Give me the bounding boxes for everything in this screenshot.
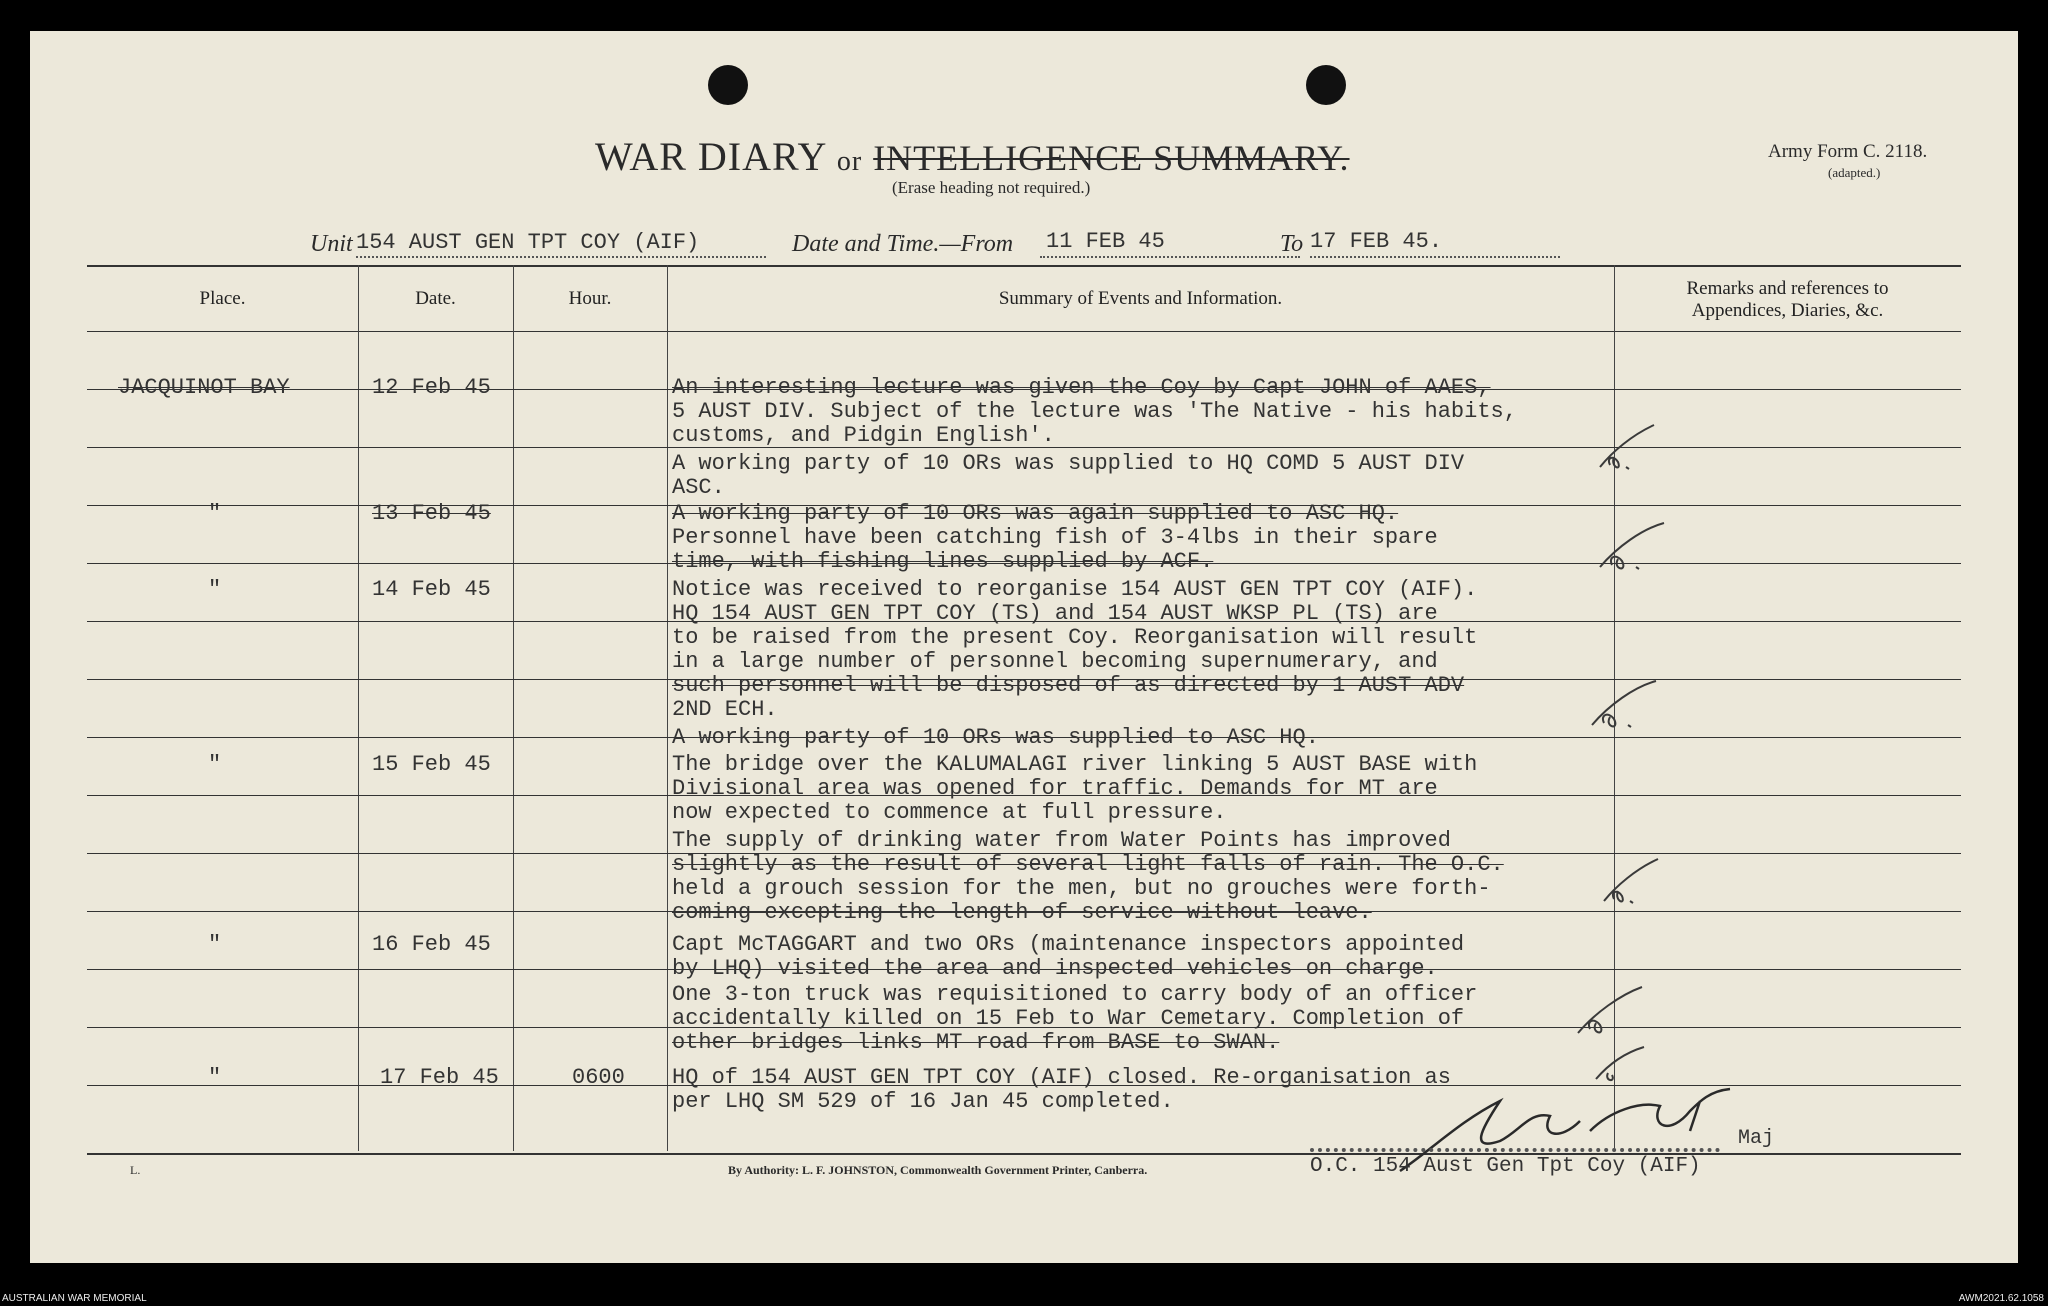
- col-divider-date: [513, 265, 514, 1151]
- to-dots: [1310, 256, 1560, 258]
- header-bottom-rule: [87, 331, 1961, 332]
- summary-line: such personnel will be disposed of as directed by 1 AUST ADV: [672, 673, 1465, 698]
- summary-line: Personnel have been catching fish of 3-4lbs in their spare: [672, 525, 1438, 550]
- to-label: To: [1280, 231, 1304, 257]
- summary-line: A working party of 10 ORs was supplied to ASC HQ.: [672, 725, 1319, 750]
- col-divider-place: [358, 265, 359, 1151]
- summary-line: Divisional area was opened for traffic. Demands for MT are: [672, 776, 1438, 801]
- entry-date: 17 Feb 45: [380, 1065, 499, 1090]
- from-date-value: 11 FEB 45: [1046, 229, 1165, 254]
- printer-authority: By Authority: L. F. JOHNSTON, Commonwealth Government Printer, Canberra.: [728, 1163, 1148, 1177]
- entry-place: ": [208, 932, 222, 957]
- entry-place: ": [208, 501, 222, 526]
- entry-date: 15 Feb 45: [372, 752, 491, 777]
- adapted-label: (adapted.): [1828, 165, 1881, 180]
- signature-dotted-line: [1310, 1148, 1720, 1152]
- entry-date: 14 Feb 45: [372, 577, 491, 602]
- summary-line: The supply of drinking water from Water Points has improved: [672, 828, 1451, 853]
- from-dots: [1040, 256, 1300, 258]
- form-code: L.: [130, 1163, 141, 1177]
- col-header-remarks-line1: Remarks and references to: [1686, 278, 1889, 299]
- to-date-value: 17 FEB 45.: [1310, 229, 1443, 254]
- entry-date: 12 Feb 45: [372, 375, 491, 400]
- summary-line: The bridge over the KALUMALAGI river linking 5 AUST BASE with: [672, 752, 1478, 777]
- summary-line: 2ND ECH.: [672, 697, 778, 722]
- summary-line: HQ 154 AUST GEN TPT COY (TS) and 154 AUST WKSP PL (TS) are: [672, 601, 1438, 626]
- summary-line: slightly as the result of several light falls of rain. The O.C.: [672, 852, 1504, 877]
- archive-reference: AWM2021.62.1058: [1958, 1293, 2044, 1304]
- summary-line: coming excepting the length of service without leave.: [672, 900, 1372, 925]
- archive-strip: [0, 1292, 2048, 1306]
- initials-mark: [1596, 851, 1666, 911]
- entry-place: JACQUINOT BAY: [118, 375, 290, 400]
- initials-mark: [1584, 675, 1664, 735]
- punch-hole-left: [708, 65, 748, 105]
- archive-name: AUSTRALIAN WAR MEMORIAL: [2, 1293, 147, 1304]
- signature-title: O.C. 154 Aust Gen Tpt Coy (AIF): [1310, 1155, 1701, 1178]
- summary-line: per LHQ SM 529 of 16 Jan 45 completed.: [672, 1089, 1174, 1114]
- initials-mark: [1592, 417, 1662, 477]
- entry-place: ": [208, 1065, 222, 1090]
- signature-rank: Maj: [1738, 1127, 1775, 1150]
- summary-line: Notice was received to reorganise 154 AUST GEN TPT COY (AIF).: [672, 577, 1478, 602]
- summary-line: accidentally killed on 15 Feb to War Cemetary. Completion of: [672, 1006, 1465, 1031]
- summary-line: ASC.: [672, 475, 725, 500]
- army-form-label: Army Form C. 2118.: [1768, 141, 1928, 162]
- summary-line: in a large number of personnel becoming supernumerary, and: [672, 649, 1438, 674]
- col-header-place: Place.: [199, 288, 246, 309]
- summary-line: now expected to commence at full pressure.: [672, 800, 1227, 825]
- summary-line: An interesting lecture was given the Coy by Capt JOHN of AAES,: [672, 375, 1491, 400]
- col-header-hour: Hour.: [568, 288, 612, 309]
- summary-line: by LHQ) visited the area and inspected vehicles on charge.: [672, 956, 1438, 981]
- unit-value: 154 AUST GEN TPT COY (AIF): [356, 230, 700, 255]
- title-or: or: [836, 146, 863, 177]
- summary-line: to be raised from the present Coy. Reorganisation will result: [672, 625, 1478, 650]
- entry-hour: 0600: [572, 1065, 625, 1090]
- summary-line: A working party of 10 ORs was again supplied to ASC HQ.: [672, 501, 1399, 526]
- col-divider-hour: [667, 265, 668, 1151]
- summary-line: A working party of 10 ORs was supplied to HQ COMD 5 AUST DIV: [672, 451, 1465, 476]
- title-intelligence-summary-struck: INTELLIGENCE SUMMARY.: [873, 138, 1350, 178]
- punch-hole-right: [1306, 65, 1346, 105]
- col-header-summary: Summary of Events and Information.: [998, 288, 1283, 309]
- summary-line: One 3-ton truck was requisitioned to carry body of an officer: [672, 982, 1478, 1007]
- initials-mark: [1570, 981, 1650, 1041]
- summary-line: customs, and Pidgin English'.: [672, 423, 1055, 448]
- entry-date: 16 Feb 45: [372, 932, 491, 957]
- entry-date: 13 Feb 45: [372, 501, 491, 526]
- col-header-remarks-line2: Appendices, Diaries, &c.: [1691, 300, 1884, 321]
- initials-mark: [1592, 517, 1672, 577]
- unit-label: Unit: [310, 231, 353, 257]
- entry-place: ": [208, 752, 222, 777]
- document-title: [595, 133, 1350, 180]
- erase-note: (Erase heading not required.): [892, 178, 1091, 197]
- table-top-rule: [87, 265, 1961, 267]
- entry-place: ": [208, 577, 222, 602]
- summary-line: 5 AUST DIV. Subject of the lecture was 'The Native - his habits,: [672, 399, 1517, 424]
- summary-line: held a grouch session for the men, but no grouches were forth-: [672, 876, 1491, 901]
- summary-line: other bridges links MT road from BASE to SWAN.: [672, 1030, 1280, 1055]
- war-diary-page: [30, 31, 2018, 1263]
- summary-line: HQ of 154 AUST GEN TPT COY (AIF) closed. Re-organisation as: [672, 1065, 1451, 1090]
- summary-line: Capt McTAGGART and two ORs (maintenance inspectors appointed: [672, 932, 1465, 957]
- datetime-label: Date and Time.—From: [792, 231, 1014, 257]
- unit-dots: [356, 256, 766, 258]
- col-header-date: Date.: [415, 288, 456, 309]
- summary-line: time, with fishing lines supplied by ACF.: [672, 549, 1214, 574]
- title-war-diary: WAR DIARY: [595, 134, 826, 179]
